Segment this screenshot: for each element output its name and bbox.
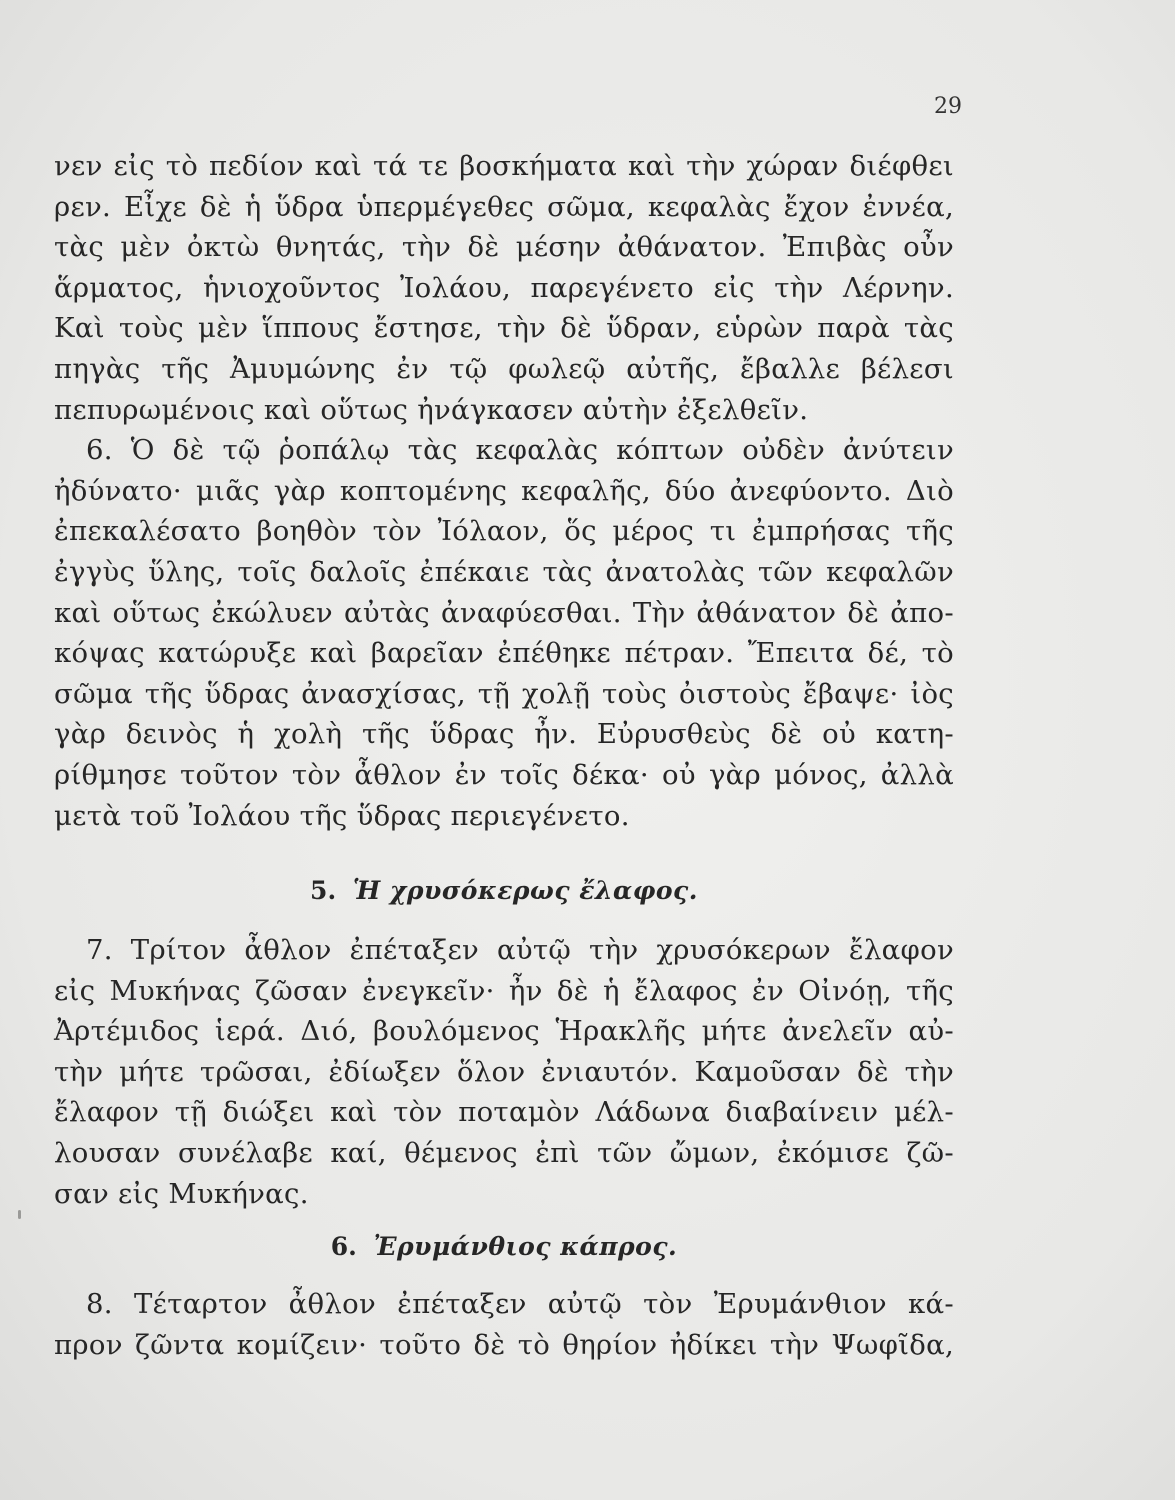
text-line: σαν εἰς Μυκήνας. xyxy=(54,1177,309,1210)
paragraph-7 xyxy=(54,930,954,1214)
text-column xyxy=(54,146,954,1365)
text-line: ἠδύνατο· μιᾶς γὰρ κοπτομένης κεφαλῆς, δύο ἀνεφύοντο. Διὸ xyxy=(54,474,954,507)
text-line: γὰρ δεινὸς ἡ χολὴ τῆς ὕδρας ἦν. Εὐρυσθεὺς δὲ οὐ κατη- xyxy=(54,718,954,751)
text-line: προν ζῶντα κομίζειν· τοῦτο δὲ τὸ θηρίον ἠδίκει τὴν Ψωφῖδα, xyxy=(54,1328,954,1361)
paragraph-8 xyxy=(54,1284,954,1365)
section-title: Ἐρυμάνθιος κάπρος. xyxy=(373,1232,678,1262)
text-line: τὰς μὲν ὀκτὼ θνητάς, τὴν δὲ μέσην ἀθάνατον. Ἐπιβὰς οὖν xyxy=(54,231,954,264)
page-number: 29 xyxy=(934,94,962,119)
text-line: εἰς Μυκήνας ζῶσαν ἐνεγκεῖν· ἦν δὲ ἡ ἔλαφος ἐν Οἰνόῃ, τῆς xyxy=(54,974,954,1007)
section-number: 6. xyxy=(330,1232,357,1262)
paper-speck xyxy=(18,1210,21,1219)
text-line: λουσαν συνέλαβε καί, θέμενος ἐπὶ τῶν ὤμων, ἐκόμισε ζῶ- xyxy=(54,1137,954,1170)
text-line: πηγὰς τῆς Ἀμυμώνης ἐν τῷ φωλεῷ αὐτῆς, ἔβαλλε βέλεσι xyxy=(54,352,954,385)
section-title: Ἡ χρυσόκερως ἔλαφος. xyxy=(352,876,698,906)
text-line: ἔλαφον τῇ διώξει καὶ τὸν ποταμὸν Λάδωνα διαβαίνειν μέλ- xyxy=(54,1096,954,1129)
text-line: ἅρματος, ἡνιοχοῦντος Ἰολάου, παρεγένετο εἰς τὴν Λέρνην. xyxy=(54,271,954,304)
section-heading-6 xyxy=(54,1218,954,1276)
text-line: σῶμα τῆς ὕδρας ἀνασχίσας, τῇ χολῇ τοὺς ὀιστοὺς ἔβαψε· ἰὸς xyxy=(54,677,954,710)
text-line: τὴν μήτε τρῶσαι, ἐδίωξεν ὅλον ἐνιαυτόν. Καμοῦσαν δὲ τὴν xyxy=(54,1055,954,1088)
paragraph-top xyxy=(54,146,954,430)
text-line: νεν εἰς τὸ πεδίον καὶ τά τε βοσκήματα καὶ τὴν χώραν διέφθει xyxy=(54,150,954,182)
text-line: πεπυρωμένοις καὶ οὕτως ἠνάγκασεν αὐτὴν ἐξελθεῖν. xyxy=(54,393,809,426)
text-line: Ἀρτέμιδος ἱερά. Διό, βουλόμενος Ἡρακλῆς μήτε ἀνελεῖν αὐ- xyxy=(54,1015,954,1048)
text-line: ἐγγὺς ὕλης, τοῖς δαλοῖς ἐπέκαιε τὰς ἀνατολὰς τῶν κεφαλῶν xyxy=(54,555,954,588)
text-line: μετὰ τοῦ Ἰολάου τῆς ὕδρας περιεγένετο. xyxy=(54,799,630,832)
text-line: Καὶ τοὺς μὲν ἵππους ἔστησε, τὴν δὲ ὕδραν, εὑρὼν παρὰ τὰς xyxy=(54,312,954,345)
text-line: ρίθμησε τοῦτον τὸν ἆθλον ἐν τοῖς δέκα· οὐ γὰρ μόνος, ἀλλὰ xyxy=(54,758,954,791)
text-line: κόψας κατώρυξε καὶ βαρεῖαν ἐπέθηκε πέτραν. Ἔπειτα δέ, τὸ xyxy=(54,637,954,670)
text-line: καὶ οὕτως ἐκώλυεν αὐτὰς ἀναφύεσθαι. Τὴν ἀθάνατον δὲ ἀπο- xyxy=(54,596,954,629)
text-line: ρεν. Εἶχε δὲ ἡ ὕδρα ὑπερμέγεθες σῶμα, κεφαλὰς ἔχον ἐννέα, xyxy=(54,190,954,223)
section-number: 5. xyxy=(310,876,337,906)
text-line: 7. Τρίτον ἆθλον ἐπέταξεν αὐτῷ τὴν χρυσόκερων ἔλαφον xyxy=(86,934,954,967)
text-line: 8. Τέταρτον ἆθλον ἐπέταξεν αὐτῷ τὸν Ἐρυμάνθιον κά- xyxy=(86,1288,954,1321)
text-line: ἐπεκαλέσατο βοηθὸν τὸν Ἰόλαον, ὅς μέρος τι ἐμπρήσας τῆς xyxy=(54,515,954,548)
paragraph-6 xyxy=(54,430,954,836)
text-line: 6. Ὁ δὲ τῷ ῥοπάλῳ τὰς κεφαλὰς κόπτων οὐδὲν ἀνύτειν xyxy=(86,434,954,467)
section-heading-5 xyxy=(54,862,954,920)
